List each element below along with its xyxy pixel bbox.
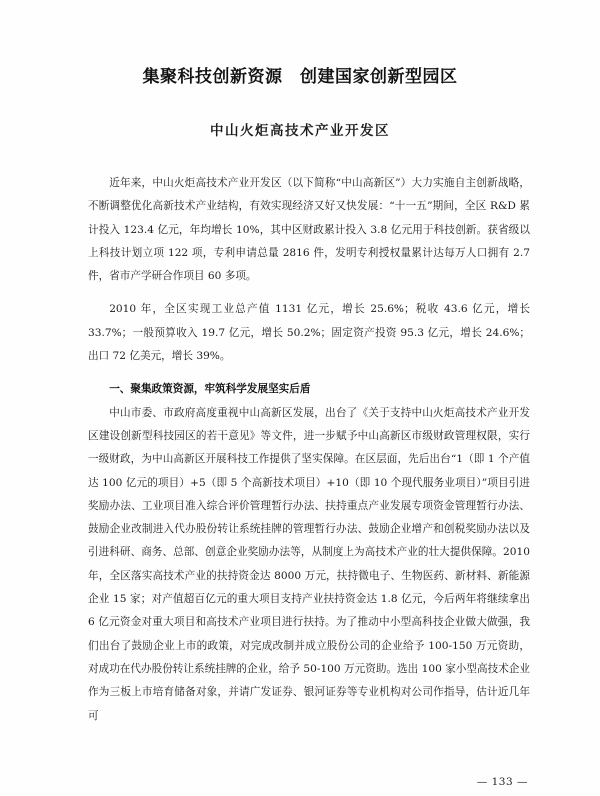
section-paragraph: 中山市委、市政府高度重视中山高新区发展，出台了《关于支持中山火炬高技术产业开发区建设创新型科技园区的若干意见》等文件，进一步赋予中山高新区市级财政管理权限，实行一级财政，为中山高新区开展科技工作提供了坚实保障。在区层面，先后出台“1（即 1 个产值达 100 亿元的项目）+5（即 5 个高新技术项目）+10（即 10 个现代服务业项目）”项目引进奖励办法、工业项目准入综合评价管理暂行办法、扶持重点产业发展专项资金管理暂行办法、鼓励企业改制进入代办股份转让系统挂牌的管理暂行办法、鼓励企业增产和创税奖励办法以及引进科研、商务、总部、创意企业奖励办法等，从制度上为高技术产业的壮大提供保障。2010 年，全区落实高技术产业的扶持资金达 8000 万元，扶持微电子、生物医药、新材料、新能源企业 15 家；对产值超百亿元的重大项目支持产业扶持资金达 1.8 亿元，今后两年将继续拿出 6 亿元资金对重大项目和高技术产业项目进行扶持。为了推动中小型高科技企业做大做强，我们出台了鼓励企业上市的政策，对完成改制并成立股份公司的企业给予 100-150 万元资助，对成功在代办股份转让系统挂牌的企业，给予 50-100 万元资助。选出 100 家小型高技术企业作为三板上市培育储备对象，并请广发证券、银河证券等专业机构对公司作指导，估计近几年可 bbox=[88, 406, 530, 722]
page-number: — 133 — bbox=[476, 776, 528, 788]
document-body bbox=[88, 172, 530, 738]
statistics-paragraph: 2010 年，全区实现工业总产值 1131 亿元，增长 25.6%；税收 43.6 亿元，增长 33.7%；一般预算收入 19.7 亿元，增长 50.2%；固定资产投资 95.3 亿元，增长 24.6%；出口 72 亿美元，增长 39%。 bbox=[88, 303, 530, 363]
document-title: 集聚科技创新资源 创建国家创新型园区 bbox=[142, 67, 458, 87]
intro-paragraph: 近年来，中山火炬高技术产业开发区（以下简称“中山高新区”）大力实施自主创新战略，不断调整优化高新技术产业结构，有效实现经济又好又快发展：“十一五”期间，全区 R&D 累计投入 123.4 亿元，年均增长 10%，其中区财政累计投入 3.8 亿元用于科技创新。获省级以上科技计划立项 122 项，专利申请总量 2816 件，发明专利授权量累计达每万人口拥有 2.7 件，省市产学研合作项目 60 多项。 bbox=[88, 177, 530, 283]
document-subtitle: 中山火炬高技术产业开发区 bbox=[210, 123, 390, 139]
section-heading: 一、聚集政策资源，牢筑科学发展坚实后盾 bbox=[109, 383, 311, 396]
